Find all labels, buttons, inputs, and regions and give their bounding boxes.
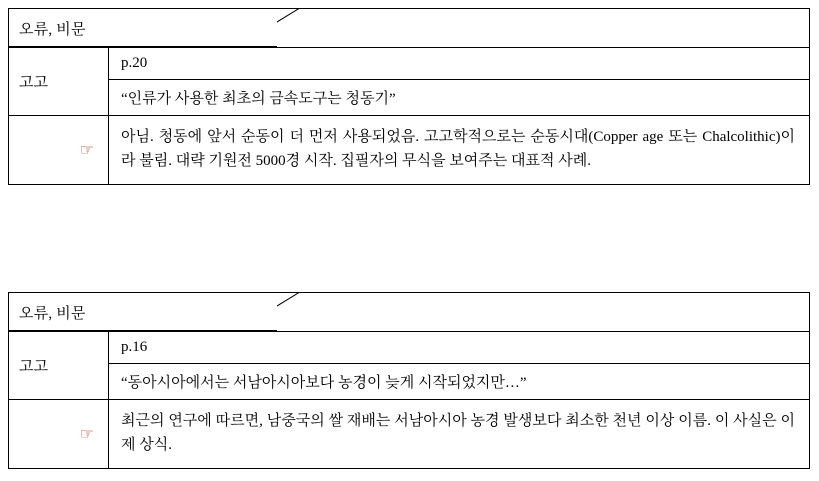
pointing-hand-icon: ☞ (79, 423, 94, 443)
block-1-reference-section (9, 47, 809, 115)
block-2-header-underline (9, 330, 277, 331)
block-1-page-reference: p.20 (121, 55, 148, 71)
block-1-category-tag: 오류, 비문 (19, 21, 86, 38)
block-2-note-text: 최근의 연구에 따르면, 남중국의 쌀 재배는 서남아시아 농경 발생보다 최소한 천년 이상 이름. 이 사실은 이제 상식. (121, 413, 795, 454)
block-2-category-tag: 오류, 비문 (19, 305, 86, 322)
block-2-marker-cell (9, 400, 109, 468)
block-2-reference-content (109, 332, 809, 399)
block-2-page-reference: p.16 (121, 339, 148, 355)
pointing-hand-icon: ☞ (79, 139, 94, 159)
block-1-note-text: 아님. 청동에 앞서 순동이 더 먼저 사용되었음. 고고학적으로는 순동시대(Copper age 또는 Chalcolithic)이라 불림. 대략 기원전 5000경 시작. 집필자의 무식을 보여주는 대표적 사례. (121, 129, 795, 170)
block-1-quoted-text: “인류가 사용한 최초의 금속도구는 청동기” (109, 79, 809, 115)
block-1-reference-content (109, 48, 809, 115)
block-2-reference-section (9, 331, 809, 399)
error-entry-block-2 (8, 292, 810, 469)
block-2-header-row (9, 293, 809, 331)
block-2-subject-label: 고고 (9, 332, 109, 399)
block-2-quoted-text: “동아시아에서는 서남아시아보다 농경이 늦게 시작되었지만…” (109, 363, 809, 399)
block-1-header-underline (9, 46, 277, 47)
block-1-note-row (9, 115, 809, 184)
block-2-note-row (9, 399, 809, 468)
block-1-marker-cell (9, 116, 109, 184)
block-1-header-diagonal-line (277, 9, 339, 47)
block-1-subject-label: 고고 (9, 48, 109, 115)
block-2-header-diagonal-line (277, 293, 339, 331)
error-entry-block-1 (8, 8, 810, 185)
block-1-header-row (9, 9, 809, 47)
